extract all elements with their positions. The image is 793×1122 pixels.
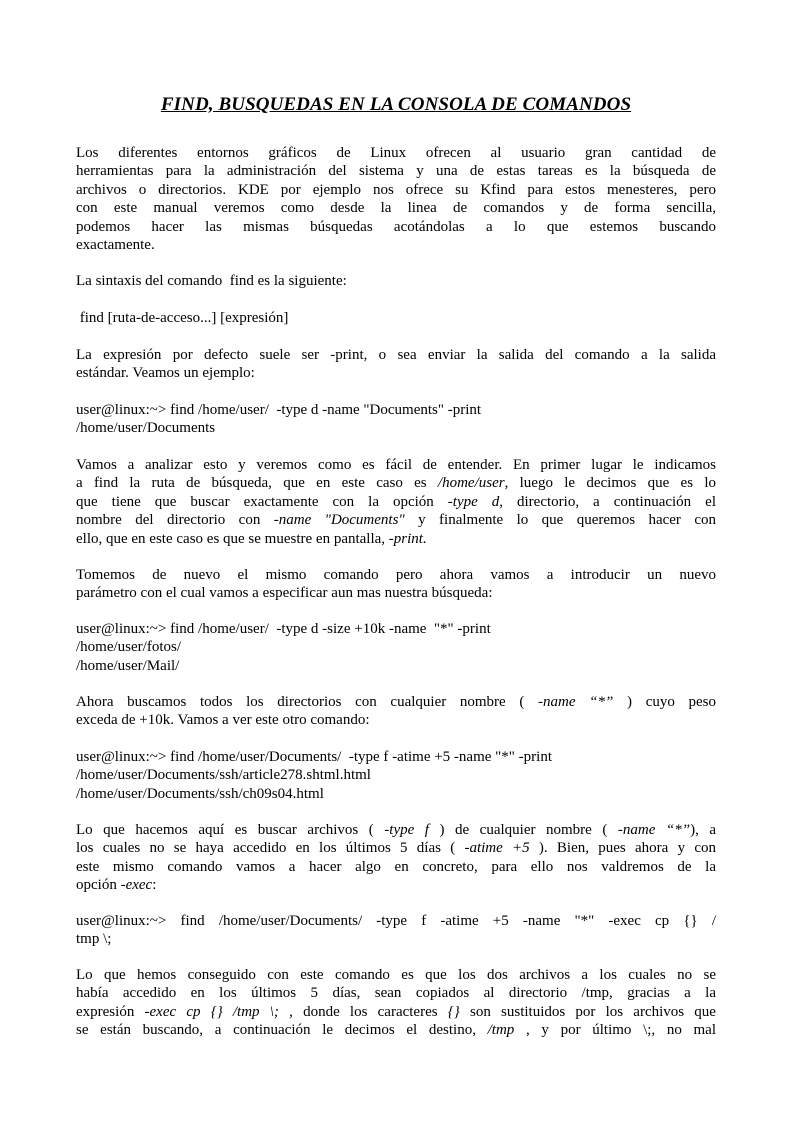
code-line: /home/user/Documents/ssh/ch09s04.html (76, 785, 324, 802)
code-line: /home/user/fotos/ (76, 639, 181, 656)
text-line: Tomemos de nuevo el mismo comando pero ahora vamos a introducir un nuevo (76, 567, 716, 583)
code-example-3 (76, 748, 716, 803)
code-example-1 (76, 401, 716, 438)
text-line: había accedido en los últimos 5 días, sean copiados al directorio /tmp, gracias a la (76, 985, 716, 1002)
paragraph-syntax-intro (76, 272, 716, 290)
document-title: FIND, BUSQUEDAS EN LA CONSOLA DE COMANDOS (160, 94, 632, 115)
text-line: podemos hacer las mismas búsquedas acotándolas a lo que estemos buscando (76, 218, 716, 235)
text-line: Vamos a analizar esto y veremos como es fácil de entender. En primer lugar le indicamos (76, 457, 716, 473)
code-line: /home/user/Documents (76, 420, 216, 437)
code-example-2 (76, 620, 716, 675)
paragraph-default-expression (76, 346, 716, 383)
text-line: archivos o directorios. KDE por ejemplo nos ofrece su Kfind para estos menesteres, pero (76, 181, 716, 198)
syntax-line (76, 309, 716, 327)
text-line: opción -exec: (76, 877, 157, 894)
text-line: La sintaxis del comando find es la siguiente: (76, 273, 347, 289)
paragraph-new-parameter (76, 566, 716, 603)
text-line: parámetro con el cual vamos a especificar aun mas nuestra búsqueda: (76, 585, 493, 602)
code-line: user@linux:~> find /home/user/ -type d -size +10k -name "*" -print (76, 621, 491, 637)
code-line: /home/user/Mail/ (76, 657, 180, 674)
text-line: nombre del directorio con -name "Documents" y finalmente lo que queremos hacer con (76, 512, 716, 529)
paragraph-size-search (76, 693, 716, 730)
paragraph-intro (76, 144, 716, 254)
code-line: /home/user/Documents/ssh/article278.shtml.html (76, 767, 371, 784)
text-line: Los diferentes entornos gráficos de Linux ofrecen al usuario gran cantidad de (76, 145, 716, 161)
text-line: con este manual veremos como desde la linea de comandos y de forma sencilla, (76, 200, 716, 217)
text-line: La expresión por defecto suele ser -print, o sea enviar la salida del comando a la salida (76, 347, 716, 363)
text-line: a find la ruta de búsqueda, que en este caso es /home/user, luego le decimos que es lo (76, 475, 716, 492)
text-line: se están buscando, a continuación le decimos el destino, /tmp , y por último \;, no mal (76, 1022, 716, 1039)
code-line: user@linux:~> find /home/user/Documents/ -type f -atime +5 -name "*" -exec cp {} / (76, 913, 716, 929)
text-line: expresión -exec cp {} /tmp \; , donde los caracteres {} son sustituidos por los archivos que (76, 1003, 716, 1020)
text-line: Lo que hemos conseguido con este comando es que los dos archivos a los cuales no se (76, 967, 716, 983)
text-line: este mismo comando vamos a hacer algo en concreto, para ello nos valdremos de la (76, 858, 716, 875)
paragraph-file-search (76, 821, 716, 895)
text-line: estándar. Veamos un ejemplo: (76, 365, 255, 382)
text-line: exceda de +10k. Vamos a ver este otro comando: (76, 712, 370, 729)
text-line: herramientas para la administración del sistema y una de estas tareas es la búsqueda de (76, 163, 716, 180)
text-line: ello, que en este caso es que se muestre en pantalla, -print. (76, 530, 427, 547)
paragraph-analysis (76, 456, 716, 548)
text-line: find [ruta-de-acceso...] [expresión] (76, 310, 289, 326)
text-line: Ahora buscamos todos los directorios con cualquier nombre ( -name “*” ) cuyo peso (76, 694, 717, 710)
code-line: user@linux:~> find /home/user/ -type d -name "Documents" -print (76, 402, 482, 418)
code-line: user@linux:~> find /home/user/Documents/ -type f -atime +5 -name "*" -print (76, 749, 552, 765)
text-line: exactamente. (76, 237, 155, 254)
code-line: tmp \; (76, 931, 112, 948)
code-example-4 (76, 912, 716, 949)
text-line: que tiene que buscar exactamente con la opción -type d, directorio, a continuación el (76, 493, 716, 510)
text-line: los cuales no se haya accedido en los últimos 5 días ( -atime +5 ). Bien, pues ahora y con (76, 840, 716, 857)
paragraph-exec-result (76, 966, 716, 1040)
text-line: Lo que hacemos aquí es buscar archivos ( -type f ) de cualquier nombre ( -name “*”), a (76, 822, 717, 838)
